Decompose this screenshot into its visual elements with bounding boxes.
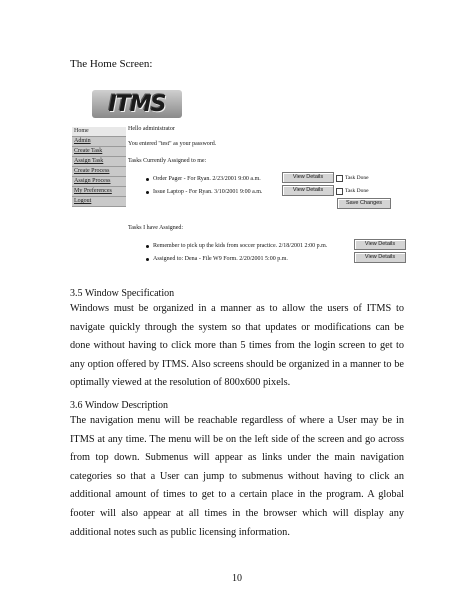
bullet-icon [146,191,149,194]
view-details-button[interactable]: View Details [282,185,334,196]
my-task-item [146,175,261,183]
home-screen-heading: The Home Screen: [70,58,153,70]
section-3-5-body: Windows must be organized in a manner as to allow the users of ITMS to navigate quickly through the system so that updates or modifications can be done without having to click more than 5 times from the login screen to get to any option offered by ITMS. Also screens should be organized in a manner to be optimally viewed at the resolution of 800x600 pixels. [70,303,404,389]
checkbox-icon[interactable] [336,175,343,182]
itms-logo-text: ITMS [108,91,166,117]
nav-item-create-process[interactable]: Create Process [72,167,126,177]
navigation-menu [72,127,126,207]
task-done-label: Task Done [345,175,369,181]
assigned-task-text: Remember to pick up the kids from soccer practice. 2/18/2001 2:00 p.m. [153,243,328,249]
my-task-text: Issue Laptop - For Ryan. 3/10/2001 9:00 a.m. [153,189,263,195]
password-note: You entered "test" as your password. [128,141,217,147]
task-done-label: Task Done [345,188,369,194]
nav-item-assign-process[interactable]: Assign Process [72,177,126,187]
greeting: Hello administrator [128,126,175,132]
nav-item-assign-task[interactable]: Assign Task [72,157,126,167]
assigned-label: Tasks I have Assigned: [128,225,184,231]
section-3-6-body: The navigation menu will be reachable regardless of where a User may be in ITMS at any time. The menu will be on the left side of the screen and go across from top down. Submenus will appear as links under the main navigation categories so that a User can jump to submenus without having to click an additional amount of times to get to a certain place in the program. A global footer will also appear at all times in the browser which will display any additional notes such as public licensing information. [70,415,404,538]
section-3-5-title: 3.5 Window Specification [70,288,175,299]
nav-item-home[interactable]: Home [72,127,126,137]
section-3-6-title: 3.6 Window Description [70,400,169,411]
assigned-task-item [146,242,327,250]
bullet-icon [146,178,149,181]
my-task-item [146,188,262,196]
page-number: 10 [232,573,242,584]
assigned-to-me-label: Tasks Currently Assigned to me: [128,158,207,164]
checkbox-icon[interactable] [336,188,343,195]
view-details-button[interactable]: View Details [282,172,334,183]
task-done-checkbox[interactable] [336,174,369,182]
nav-item-logout[interactable]: Logout [72,197,126,207]
itms-logo [92,90,182,118]
itms-home-screenshot [70,82,410,272]
assigned-task-text: Assigned to: Dena - File W9 Form. 2/20/2001 5:00 p.m. [153,256,288,262]
view-details-button[interactable]: View Details [354,252,406,263]
nav-item-my-preferences[interactable]: My Preferences [72,187,126,197]
task-done-checkbox[interactable] [336,187,369,195]
nav-item-admin[interactable]: Admin [72,137,126,147]
bullet-icon [146,258,149,261]
save-changes-button[interactable]: Save Changes [337,198,391,209]
my-task-text: Order Pager - For Ryan. 2/23/2001 9:00 a.m. [153,176,261,182]
assigned-task-item [146,255,288,263]
bullet-icon [146,245,149,248]
nav-item-create-task[interactable]: Create Task [72,147,126,157]
view-details-button[interactable]: View Details [354,239,406,250]
